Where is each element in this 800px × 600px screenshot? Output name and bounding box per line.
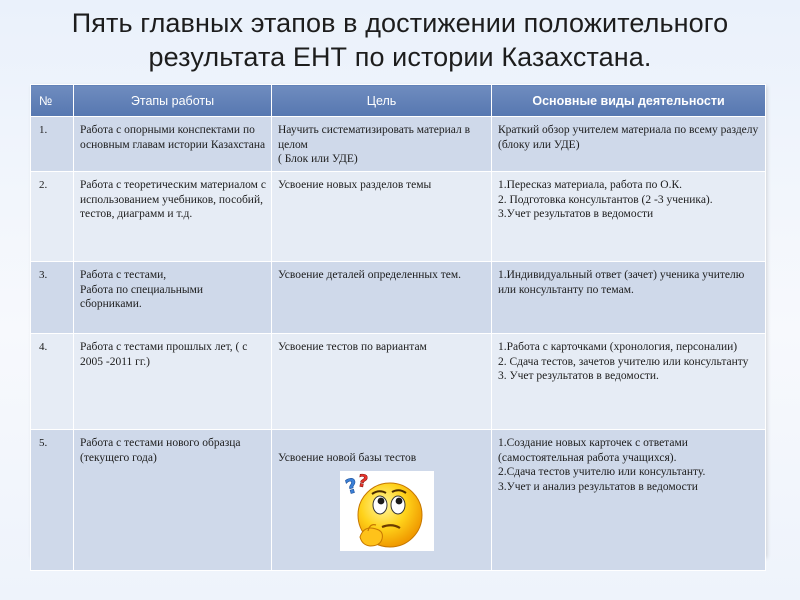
row-goal: Усвоение деталей определенных тем. bbox=[272, 262, 492, 334]
row-goal: Усвоение новых разделов темы bbox=[272, 172, 492, 262]
header-goal: Цель bbox=[272, 85, 492, 117]
table-row bbox=[31, 334, 766, 430]
row-goal: Научить систематизировать материал в целом ( Блок или УДЕ) bbox=[272, 117, 492, 172]
row-activity: 1.Создание новых карточек с ответами (самостоятельная работа учащихся). 2.Сдача тестов учителю или консультанту. 3.Учет и анализ результатов в ведомости bbox=[492, 430, 766, 571]
row-goal: Усвоение тестов по вариантам bbox=[272, 334, 492, 430]
row-activity: 1.Пересказ материала, работа по О.К. 2. Подготовка консультантов (2 -3 ученика). 3.Учет результатов в ведомости bbox=[492, 172, 766, 262]
table-header-row bbox=[31, 85, 766, 117]
svg-text:?: ? bbox=[356, 471, 370, 493]
row-activity: 1.Работа с карточками (хронология, персоналии) 2. Сдача тестов, зачетов учителю или консультанту 3. Учет результатов в ведомости. bbox=[492, 334, 766, 430]
header-stages: Этапы работы bbox=[74, 85, 272, 117]
svg-text:?: ? bbox=[342, 472, 361, 500]
row-number: 5. bbox=[31, 430, 74, 571]
stages-table bbox=[30, 84, 766, 571]
thinking-face-svg bbox=[340, 471, 434, 551]
table-row bbox=[31, 172, 766, 262]
row-stage: Работа с тестами, Работа по специальными сборниками. bbox=[74, 262, 272, 334]
table-row bbox=[31, 262, 766, 334]
stages-table-container bbox=[30, 84, 765, 556]
row-activity: Краткий обзор учителем материала по всему разделу (блоку или УДЕ) bbox=[492, 117, 766, 172]
thinking-face-icon bbox=[340, 471, 434, 551]
row-stage: Работа с теоретическим материалом с использованием учебников, пособий, тестов, диаграмм и т.д. bbox=[74, 172, 272, 262]
table-row bbox=[31, 430, 766, 571]
header-activities: Основные виды деятельности bbox=[492, 85, 766, 117]
row-number: 2. bbox=[31, 172, 74, 262]
row-stage: Работа с опорными конспектами по основным главам истории Казахстана bbox=[74, 117, 272, 172]
row-goal bbox=[272, 430, 492, 571]
row-number: 3. bbox=[31, 262, 74, 334]
row-number: 1. bbox=[31, 117, 74, 172]
header-number: № bbox=[31, 85, 74, 117]
row-number: 4. bbox=[31, 334, 74, 430]
table-row bbox=[31, 117, 766, 172]
row-goal-text: Усвоение новой базы тестов bbox=[278, 451, 417, 464]
row-stage: Работа с тестами прошлых лет, ( с 2005 -2011 гг.) bbox=[74, 334, 272, 430]
slide-title: Пять главных этапов в достижении положительного результата ЕНТ по истории Казахстана. bbox=[71, 8, 729, 72]
row-activity: 1.Индивидуальный ответ (зачет) ученика учителю или консультанту по темам. bbox=[492, 262, 766, 334]
row-stage: Работа с тестами нового образца (текущего года) bbox=[74, 430, 272, 571]
